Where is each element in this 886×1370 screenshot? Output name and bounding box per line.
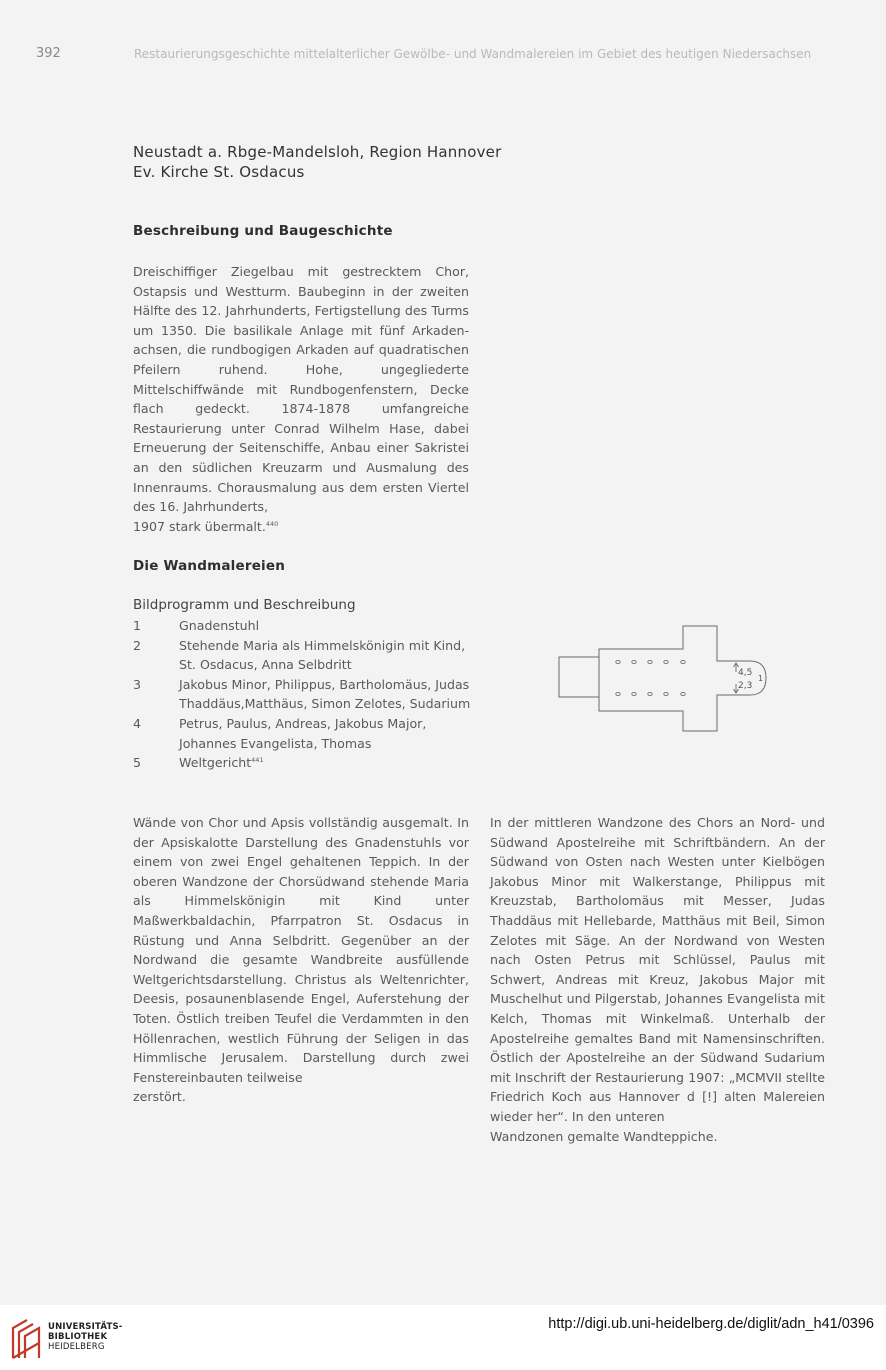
list-item: 5 Weltgericht$^{441}$ [133, 755, 264, 771]
section-heading-description: Beschreibung und Baugeschichte [133, 223, 393, 239]
title-place: Neustadt a. Rbge-Mandelsloh, Region Hannover [133, 143, 502, 161]
list-item: 2 Stehende Maria als Himmelskönigin mit Kind, St. Osdacus, Anna Selbdritt [133, 637, 466, 673]
title-church: Ev. Kirche St. Osdacus [133, 163, 305, 181]
page-number: 392 [36, 46, 61, 61]
list-item: 4 Petrus, Paulus, Andreas, Jakobus Major, Johannes Evangelista, Thomas [133, 715, 427, 751]
library-logo-icon [10, 1318, 42, 1360]
program-list [133, 616, 473, 773]
body-right-column: In der mittleren Wandzone des Chors an Nord- und Südwand Apostelreihe mit Schriftbändern. An der Südwand von Osten nach Westen unter Kielbögen Jakobus Minor mit Walkerstange, Philippus mit Kreuzstab, Bartholomäus mit Messer, Judas Thaddäus mit Hellebarde, Matthäus mit Beil, Simon Zelotes mit Säge. An der Nordwand von Westen nach Osten Petrus mit Schlüssel, Paulus mit Schwert, Andreas mit Kreuz, Jakobus Major mit Muschelhut und Pilgerstab, Johannes Evangelista mit Kelch, Thomas mit Winkelmaß. Unterhalb der Apostelreihe gemaltes Band mit Namensinschriften. Östlich der Apostelreihe an der Südwand Sudarium mit Inschrift der Restaurierung 1907: „MCMVII stellte Friedrich Koch aus Hannover d [!] alten Malereien wieder her“. In den unteren Wandzonen gemalte Wandteppiche. [490, 815, 825, 1144]
running-title: Restaurierungsgeschichte mittelalterlicher Gewölbe- und Wandmalereien im Gebiet des heutigen Niedersachsen [134, 47, 812, 61]
library-logo-text: UNIVERSITÄTS- BIBLIOTHEK HEIDELBERG [48, 1322, 123, 1352]
subheading-program: Bildprogramm und Beschreibung [133, 597, 356, 613]
footnote-ref: 441 [251, 756, 264, 765]
paragraph-last-line: 1907 stark übermalt. [133, 518, 266, 534]
plan-label-north: 4,5 [738, 668, 753, 678]
list-item: 3 Jakobus Minor, Philippus, Bartholomäus, Judas Thaddäus,Matthäus, Simon Zelotes, Sudarium [133, 676, 471, 712]
description-paragraph: Dreischiffiger Ziegelbau mit gestrecktem Chor, Ostapsis und Westturm. Baubeginn in der zweiten Hälfte des 12. Jahrhunderts, Fertigstellung des Turms um 1350. Die basilikale Anlage mit fünf Arkadenachsen, die rundbogigen Arkaden auf quadratischen Pfeilern ruhend. Hohe, ungegliederte Mittelschiffwände mit Rundbogenfenstern, Decke flach gedeckt. 1874-1878 umfangreiche Restaurierung unter Conrad Wilhelm Hase, dabei Erneuerung der Seitenschiffe, Anbau einer Sakristei an den südlichen Kreuzarm und Ausmalung des Innenraums. Chorausmalung aus dem ersten Viertel des 16. Jahrhunderts, 1907 stark übermalt.$^{440}$ [133, 264, 469, 534]
church-outline [599, 626, 766, 731]
source-url-link[interactable]: http://digi.ub.uni-heidelberg.de/diglit/adn_h41/0396 [548, 1316, 874, 1332]
page-title [133, 142, 501, 182]
plan-label-apse: 1 [758, 674, 764, 683]
plan-label-south: 2,3 [738, 681, 753, 691]
west-tower [559, 657, 599, 697]
footnote-ref: 440 [265, 519, 279, 528]
viewer-footer [0, 1305, 886, 1370]
section-heading-murals: Die Wandmalereien [133, 558, 286, 574]
list-item: 1 Gnadenstuhl [133, 618, 260, 633]
pillar-rows [616, 660, 685, 695]
body-left-column: Wände von Chor und Apsis vollständig ausgemalt. In der Apsiskalotte Darstellung des Gnadenstuhls vor einem von zwei Engel gehaltenen Teppich. In der oberen Wandzone der Chorsüdwand stehende Maria als Himmelskönigin mit Kind unter Maßwerkbaldachin, Pfarrpatron St. Osdacus in Rüstung und Anna Selbdritt. Gegenüber an der Nordwand die gesamte Wandbreite ausfüllende Weltgerichtsdarstellung. Christus als Weltenrichter, Deesis, posaunenblasende Engel, Auferstehung der Toten. Östlich treiben Teufel die Verdammten in den Höllenrachen, westlich Führung der Seligen in das Himmlische Jerusalem. Darstellung durch zwei Fenstereinbauten teilweise zerstört. [133, 815, 469, 1105]
church-floor-plan [556, 622, 786, 737]
